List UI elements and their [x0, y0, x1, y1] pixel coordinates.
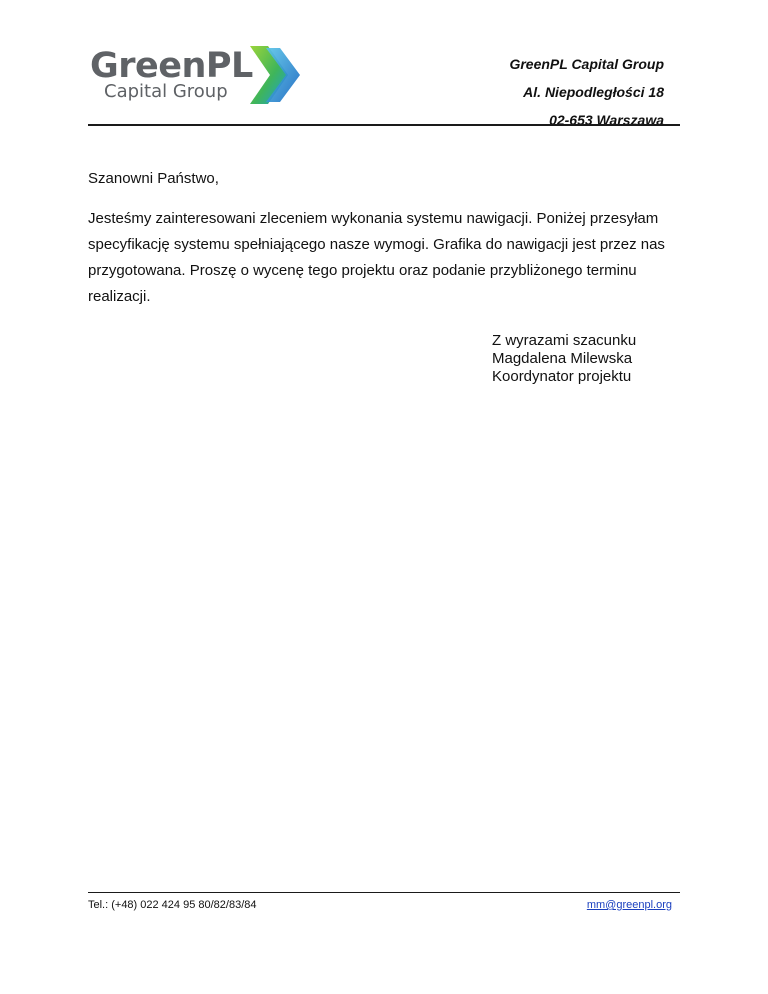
chevron-logo-icon: [248, 44, 304, 106]
closing-phrase: Z wyrazami szacunku: [492, 332, 637, 349]
footer-divider: [88, 892, 680, 893]
signer-name: Magdalena Milewska: [492, 350, 633, 367]
company-address: [509, 50, 664, 134]
logo-wordmark: GreenPL: [90, 46, 253, 86]
logo-subtitle: Capital Group: [104, 81, 228, 102]
footer-email-link[interactable]: mm@greenpl.org: [586, 899, 672, 911]
letter-body: Jesteśmy zainteresowani zleceniem wykonania systemu nawigacji. Poniżej przesyłam specyfikację systemu spełniającego nasze wymogi. Grafika do nawigacji jest przez nas przygotowana. Proszę o wycenę tego projektu oraz podanie przybliżonego terminu realizacji.: [88, 210, 665, 305]
signature-block: [492, 332, 636, 386]
company-logo: [88, 44, 308, 110]
address-postal-city: 02-653 Warszawa: [549, 112, 664, 128]
address-street: Al. Niepodległości 18: [523, 84, 664, 100]
header-divider: [88, 124, 680, 126]
salutation: Szanowni Państwo,: [88, 170, 219, 187]
address-company-name: GreenPL Capital Group: [509, 56, 664, 72]
footer-phone: Tel.: (+48) 022 424 95 80/82/83/84: [88, 899, 257, 911]
signer-title: Koordynator projektu: [492, 368, 632, 385]
